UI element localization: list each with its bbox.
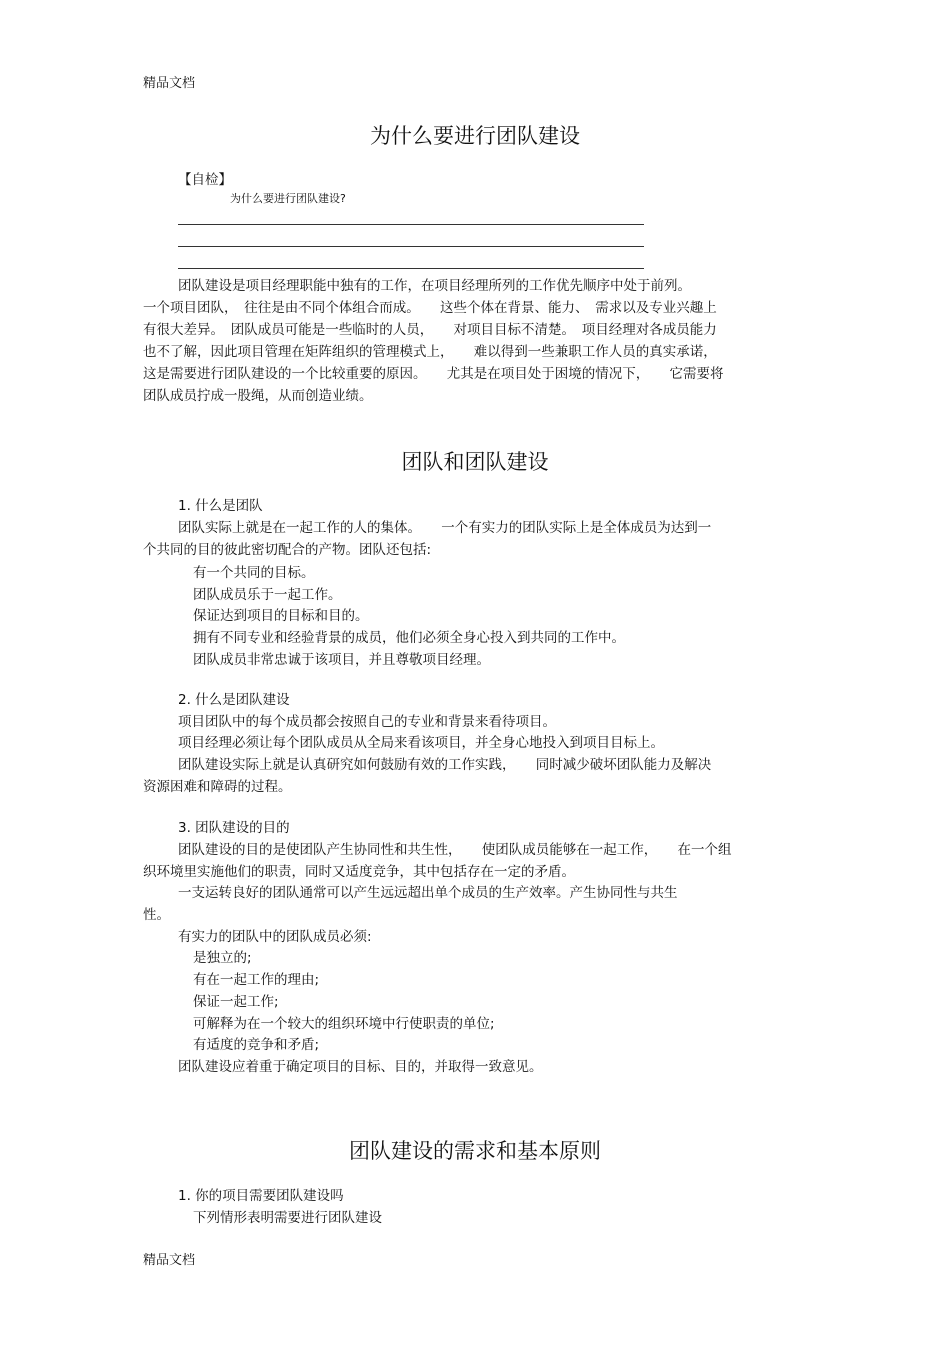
paragraph-line: 有实力的团队中的团队成员必须: <box>178 929 372 945</box>
page-header-label: 精品文档 <box>143 76 196 91</box>
answer-line-1 <box>178 224 644 225</box>
list-item: 团队成员乐于一起工作。 <box>193 587 342 603</box>
page-footer-label: 精品文档 <box>143 1253 196 1268</box>
list-item: 有适度的竞争和矛盾; <box>193 1037 320 1053</box>
paragraph-line: 个共同的目的彼此密切配合的产物。团队还包括: <box>143 542 432 558</box>
self-check-question: 为什么要进行团队建设? <box>230 192 346 205</box>
list-item: 有在一起工作的理由; <box>193 972 320 988</box>
list-item: 是独立的; <box>193 950 252 966</box>
answer-line-3 <box>178 268 644 269</box>
paragraph-line: 也不了解，因此项目管理在矩阵组织的管理模式上， 难以得到一些兼职工作人员的真实承诺， <box>143 344 717 360</box>
section-title-needs-and-principles: 团队建设的需求和基本原则 <box>349 1139 601 1163</box>
answer-line-2 <box>178 246 644 247</box>
paragraph-line: 项目团队中的每个成员都会按照自己的专业和背景来看待项目。 <box>178 714 556 730</box>
paragraph-line: 资源困难和障碍的过程。 <box>143 779 292 795</box>
paragraph-line: 项目经理必须让每个团队成员从全局来看该项目，并全身心地投入到项目目标上。 <box>178 735 664 751</box>
paragraph-line: 团队成员拧成一股绳，从而创造业绩。 <box>143 388 373 404</box>
subsection-heading: 3. 团队建设的目的 <box>178 820 290 836</box>
paragraph-line: 织环境里实施他们的职责，同时又适度竞争，其中包括存在一定的矛盾。 <box>143 864 575 880</box>
paragraph-line: 一个项目团队， 往往是由不同个体组合而成。 这些个体在背景、能力、 需求以及专业兴趣上 <box>143 300 717 316</box>
paragraph-line: 有很大差异。 团队成员可能是一些临时的人员， 对项目目标不清楚。 项目经理对各成员能力 <box>143 322 717 338</box>
paragraph-line: 团队建设的目的是使团队产生协同性和共生性， 使团队成员能够在一起工作， 在一个组 <box>178 842 732 858</box>
paragraph-line: 团队建设实际上就是认真研究如何鼓励有效的工作实践， 同时减少破坏团队能力及解决 <box>178 757 712 773</box>
paragraph-line: 这是需要进行团队建设的一个比较重要的原因。 尤其是在项目处于困境的情况下， 它需要将 <box>143 366 724 382</box>
list-item: 团队成员非常忠诚于该项目，并且尊敬项目经理。 <box>193 652 490 668</box>
subsection-heading: 1. 什么是团队 <box>178 498 263 514</box>
list-item: 拥有不同专业和经验背景的成员，他们必须全身心投入到共同的工作中。 <box>193 630 625 646</box>
paragraph-line: 性。 <box>143 907 170 923</box>
paragraph-line: 下列情形表明需要进行团队建设 <box>193 1210 382 1226</box>
list-item: 保证达到项目的目标和目的。 <box>193 608 369 624</box>
list-item: 保证一起工作; <box>193 994 279 1010</box>
paragraph-line: 团队建设应着重于确定项目的目标、目的，并取得一致意见。 <box>178 1059 543 1075</box>
paragraph-line: 团队建设是项目经理职能中独有的工作，在项目经理所列的工作优先顺序中处于前列。 <box>178 278 691 294</box>
section-title-why-team-building: 为什么要进行团队建设 <box>370 124 580 148</box>
paragraph-line: 一支运转良好的团队通常可以产生远远超出单个成员的生产效率。产生协同性与共生 <box>178 885 678 901</box>
self-check-label: 【自检】 <box>178 172 232 188</box>
list-item: 可解释为在一个较大的组织环境中行使职责的单位; <box>193 1016 495 1032</box>
paragraph-line: 团队实际上就是在一起工作的人的集体。 一个有实力的团队实际上是全体成员为达到一 <box>178 520 712 536</box>
subsection-heading: 1. 你的项目需要团队建设吗 <box>178 1188 344 1204</box>
section-title-team-and-building: 团队和团队建设 <box>401 450 549 474</box>
list-item: 有一个共同的目标。 <box>193 565 315 581</box>
subsection-heading: 2. 什么是团队建设 <box>178 692 290 708</box>
